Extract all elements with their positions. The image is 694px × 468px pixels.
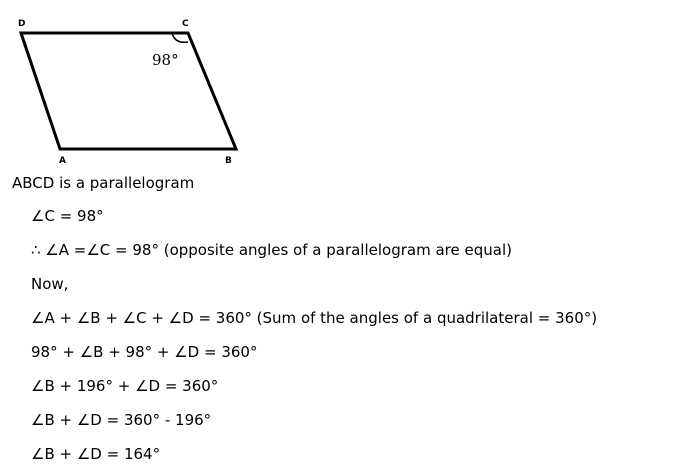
solution-line-9: ∠B + ∠D = 164° bbox=[31, 445, 161, 463]
solution-line-5: ∠A + ∠B + ∠C + ∠D = 360° (Sum of the angles of a quadrilateral = 360°) bbox=[31, 309, 598, 327]
vertex-label-c: C bbox=[182, 19, 189, 29]
solution-line-1: ABCD is a parallelogram bbox=[12, 174, 195, 192]
solution-line-4: Now, bbox=[31, 275, 69, 293]
vertex-label-d: D bbox=[18, 19, 26, 29]
solution-line-7: ∠B + 196° + ∠D = 360° bbox=[31, 377, 219, 395]
solution-line-8: ∠B + ∠D = 360° - 196° bbox=[31, 411, 212, 429]
parallelogram-shape bbox=[21, 33, 236, 149]
vertex-label-a: A bbox=[59, 156, 66, 166]
vertex-label-b: B bbox=[225, 156, 232, 166]
angle-label-c: 98° bbox=[152, 51, 179, 69]
solution-line-2: ∠C = 98° bbox=[31, 207, 104, 225]
parallelogram-figure bbox=[0, 0, 694, 175]
solution-line-6: 98° + ∠B + 98° + ∠D = 360° bbox=[31, 343, 258, 361]
solution-line-3: ∴ ∠A =∠C = 98° (opposite angles of a parallelogram are equal) bbox=[31, 241, 512, 259]
